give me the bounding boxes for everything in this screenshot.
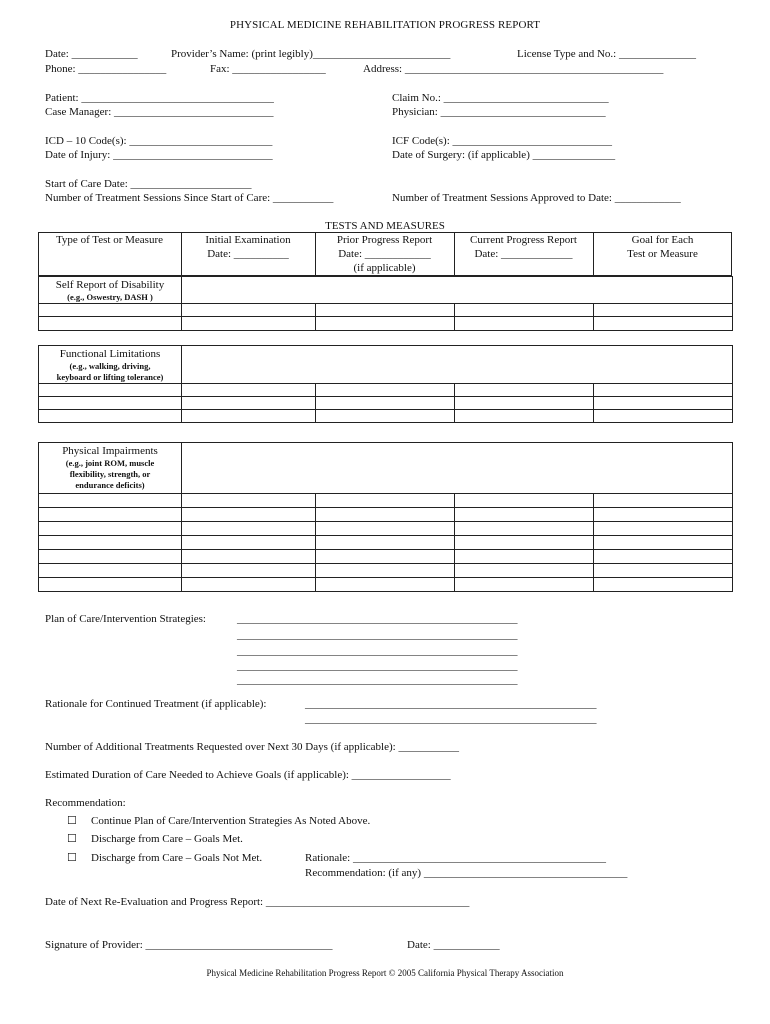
table-cell[interactable] [182, 508, 316, 522]
header-box [38, 232, 732, 276]
table-cell[interactable] [455, 317, 594, 331]
table-cell[interactable] [594, 508, 733, 522]
table-cell[interactable] [39, 410, 182, 423]
table-cell[interactable] [316, 304, 455, 317]
divider [593, 232, 594, 276]
additional-treatments-field[interactable]: Number of Additional Treatments Requested over Next 30 Days (if applicable): ___________ [45, 741, 459, 753]
checkbox-icon[interactable]: ☐ [67, 833, 77, 845]
plan-line[interactable]: ___________________________________________________ [237, 660, 518, 672]
fax-field[interactable]: Fax: _________________ [210, 63, 326, 75]
table-cell[interactable] [182, 522, 316, 536]
table-cell[interactable] [182, 304, 316, 317]
rationale-label: Rationale for Continued Treatment (if applicable): [45, 698, 267, 710]
table-cell[interactable] [316, 578, 455, 592]
option-continue-plan: Continue Plan of Care/Intervention Strategies As Noted Above. [91, 815, 371, 827]
signature-field[interactable]: Signature of Provider: __________________________________ [45, 939, 333, 951]
footer-copyright: Physical Medicine Rehabilitation Progress Report © 2005 California Physical Therapy Association [206, 968, 564, 978]
table-cell[interactable] [316, 317, 455, 331]
table-cell[interactable] [455, 564, 594, 578]
checkbox-goals-met[interactable] [67, 833, 77, 846]
claim-no-field[interactable]: Claim No.: ______________________________ [392, 92, 609, 104]
plan-line[interactable]: ___________________________________________________ [237, 629, 518, 641]
table-cell[interactable] [182, 578, 316, 592]
rationale-line[interactable]: _____________________________________________________ [305, 713, 597, 725]
table-cell[interactable] [455, 397, 594, 410]
col-prior-header: Prior Progress Report Date: ____________ (if applicable) [336, 234, 433, 274]
table-cell[interactable] [182, 536, 316, 550]
self-report-table [38, 276, 733, 331]
checkbox-icon[interactable]: ☐ [67, 815, 77, 827]
checkbox-continue-plan[interactable] [67, 815, 77, 828]
table-cell[interactable] [316, 410, 455, 423]
rationale-line[interactable]: _____________________________________________________ [305, 698, 597, 710]
tests-heading: TESTS AND MEASURES [325, 220, 445, 232]
checkbox-icon[interactable]: ☐ [67, 852, 77, 864]
recommendation-if-any-field[interactable]: Recommendation: (if any) _____________________________________ [305, 867, 628, 879]
page-title: PHYSICAL MEDICINE REHABILITATION PROGRESS REPORT [229, 19, 541, 31]
plan-line[interactable]: ___________________________________________________ [237, 645, 518, 657]
table-cell[interactable] [39, 550, 182, 564]
table-cell[interactable] [39, 522, 182, 536]
table-cell[interactable] [455, 536, 594, 550]
table-cell[interactable] [39, 384, 182, 397]
signature-date-field[interactable]: Date: ____________ [407, 939, 500, 951]
plan-line[interactable]: ___________________________________________________ [237, 674, 518, 686]
table-cell[interactable] [316, 384, 455, 397]
table-cell[interactable] [39, 317, 182, 331]
table-cell[interactable] [39, 397, 182, 410]
table-cell[interactable] [455, 384, 594, 397]
sessions-since-field[interactable]: Number of Treatment Sessions Since Start of Care: ___________ [45, 192, 334, 204]
table-cell[interactable] [455, 578, 594, 592]
table-cell[interactable] [39, 536, 182, 550]
option-goals-not-met: Discharge from Care – Goals Not Met. [91, 852, 263, 864]
physical-blank[interactable] [182, 443, 733, 494]
physical-table [38, 442, 733, 592]
table-cell[interactable] [182, 397, 316, 410]
table-cell[interactable] [594, 536, 733, 550]
table-cell[interactable] [316, 564, 455, 578]
table-cell[interactable] [316, 550, 455, 564]
table-cell[interactable] [455, 550, 594, 564]
table-cell[interactable] [455, 304, 594, 317]
phone-field[interactable]: Phone: ________________ [45, 63, 167, 75]
divider [181, 232, 182, 276]
divider [315, 232, 316, 276]
col-initial-header: Initial Examination Date: __________ [205, 234, 291, 260]
divider [454, 232, 455, 276]
license-field[interactable]: License Type and No.: ______________ [517, 48, 696, 60]
plan-label: Plan of Care/Intervention Strategies: [45, 613, 206, 625]
table-cell[interactable] [39, 304, 182, 317]
physical-label: Physical Impairments (e.g., joint ROM, muscle flexibility, strength, or endurance deficits) [39, 443, 182, 494]
recommendation-label: Recommendation: [45, 797, 126, 809]
table-cell[interactable] [594, 564, 733, 578]
next-reevaluation-field[interactable]: Date of Next Re-Evaluation and Progress Report: _____________________________________ [45, 896, 470, 908]
functional-blank[interactable] [182, 346, 733, 384]
table-cell[interactable] [455, 508, 594, 522]
physician-field[interactable]: Physician: ______________________________ [392, 106, 606, 118]
col-current-header: Current Progress Report Date: _____________ [470, 234, 577, 260]
icd-field[interactable]: ICD – 10 Code(s): __________________________ [45, 135, 273, 147]
table-cell[interactable] [316, 536, 455, 550]
table-cell[interactable] [182, 550, 316, 564]
start-of-care-field[interactable]: Start of Care Date: ______________________ [45, 178, 252, 190]
table-cell[interactable] [594, 304, 733, 317]
recommendation-rationale-field[interactable]: Rationale: ______________________________________________ [305, 852, 606, 864]
option-goals-met: Discharge from Care – Goals Met. [91, 833, 243, 845]
table-cell[interactable] [182, 494, 316, 508]
date-of-injury-field[interactable]: Date of Injury: _____________________________ [45, 149, 273, 161]
table-cell[interactable] [594, 410, 733, 423]
icf-field[interactable]: ICF Code(s): _____________________________ [392, 135, 612, 147]
case-manager-field[interactable]: Case Manager: _____________________________ [45, 106, 274, 118]
table-cell[interactable] [455, 410, 594, 423]
self-report-blank[interactable] [182, 277, 733, 304]
estimated-duration-field[interactable]: Estimated Duration of Care Needed to Achieve Goals (if applicable): __________________ [45, 769, 451, 781]
date-of-surgery-field[interactable]: Date of Surgery: (if applicable) _______________ [392, 149, 616, 161]
table-cell[interactable] [455, 522, 594, 536]
functional-table [38, 345, 733, 423]
table-cell[interactable] [182, 317, 316, 331]
table-cell[interactable] [39, 564, 182, 578]
col-goal-header: Goal for Each Test or Measure [627, 234, 698, 260]
table-cell[interactable] [316, 397, 455, 410]
table-cell[interactable] [182, 564, 316, 578]
table-cell[interactable] [594, 317, 733, 331]
table-cell[interactable] [316, 494, 455, 508]
plan-line[interactable]: ___________________________________________________ [237, 613, 518, 625]
table-cell[interactable] [594, 522, 733, 536]
table-cell[interactable] [316, 508, 455, 522]
table-cell[interactable] [39, 578, 182, 592]
checkbox-goals-not-met[interactable] [67, 852, 77, 865]
table-cell[interactable] [182, 410, 316, 423]
table-cell[interactable] [594, 494, 733, 508]
table-cell[interactable] [182, 384, 316, 397]
sessions-approved-field[interactable]: Number of Treatment Sessions Approved to Date: ____________ [392, 192, 681, 204]
table-cell[interactable] [316, 522, 455, 536]
address-field[interactable]: Address: _______________________________________________ [363, 63, 664, 75]
table-cell[interactable] [594, 384, 733, 397]
table-cell[interactable] [594, 397, 733, 410]
table-cell[interactable] [594, 578, 733, 592]
patient-field[interactable]: Patient: ___________________________________ [45, 92, 274, 104]
table-cell[interactable] [39, 494, 182, 508]
self-report-label: Self Report of Disability (e.g., Oswestry, DASH ) [39, 277, 182, 304]
col-type-header: Type of Test or Measure [55, 234, 163, 246]
table-cell[interactable] [39, 508, 182, 522]
date-field[interactable]: Date: ____________ [45, 48, 138, 60]
provider-name-field[interactable]: Provider’s Name: (print legibly)_________________________ [171, 48, 451, 60]
functional-label: Functional Limitations (e.g., walking, driving, keyboard or lifting tolerance) [39, 346, 182, 384]
table-cell[interactable] [455, 494, 594, 508]
table-cell[interactable] [594, 550, 733, 564]
